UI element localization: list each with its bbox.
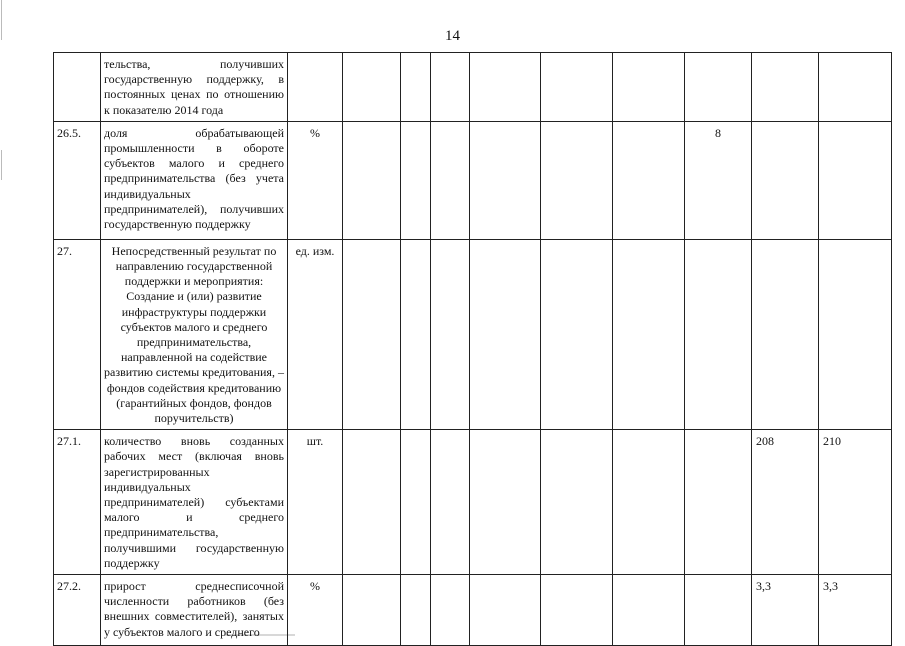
indicator-description: прирост среднесписочной численности работников (без внешних совместителей), занятых у субъектов малого и среднего: [104, 579, 284, 639]
scan-edge-mark: [1, 0, 2, 40]
row-number-cell: 27.: [54, 239, 101, 429]
indicator-description-cell: [101, 121, 288, 239]
value-cell: [343, 430, 401, 575]
unit-cell: шт.: [288, 430, 343, 575]
value-cell: [752, 53, 819, 122]
value-cell: [343, 121, 401, 239]
row-number-cell: [54, 53, 101, 122]
scan-edge-mark: [1, 150, 2, 180]
table-row: [54, 575, 892, 646]
value-cell: [401, 121, 431, 239]
value-cell: [752, 239, 819, 429]
unit-cell: [288, 53, 343, 122]
value-cell: [613, 239, 685, 429]
table-row: [54, 239, 892, 429]
value-cell: [431, 53, 470, 122]
value-cell: [685, 575, 752, 646]
value-cell: [431, 430, 470, 575]
value-cell: [401, 575, 431, 646]
value-cell: [470, 430, 541, 575]
value-cell: [401, 53, 431, 122]
row-number-cell: 27.1.: [54, 430, 101, 575]
indicator-description: количество вновь созданных рабочих мест (включая вновь зарегистрированных индивидуальных предпринимателей) субъектами малого и среднего предпринимательства, получившими государственную поддержку: [104, 434, 284, 570]
value-cell: [431, 575, 470, 646]
unit-cell: %: [288, 121, 343, 239]
value-cell: [819, 239, 892, 429]
value-cell: [431, 121, 470, 239]
table-row: [54, 430, 892, 575]
value-cell: 3,3: [752, 575, 819, 646]
value-cell: [613, 430, 685, 575]
indicator-description-cell: [101, 53, 288, 122]
value-cell: [752, 121, 819, 239]
value-cell: [470, 239, 541, 429]
indicator-description: доля обрабатывающей промышленности в обороте субъектов малого и среднего предпринимательства (без учета индивидуальных предпринимателей), получивших государственную поддержку: [104, 125, 284, 232]
value-cell: [470, 53, 541, 122]
indicator-description: Непосредственный результат по направлению государственной поддержки и мероприятия: Создание и (или) развитие инфраструктуры поддержки субъектов малого и среднего предпринимательства, направленной на содействие развитию системы кредитования, – фондов содействия кредитованию (гарантийных фондов, фондов поручительств): [104, 243, 284, 426]
value-cell: [685, 53, 752, 122]
indicator-description-cell: [101, 430, 288, 575]
value-cell: [613, 53, 685, 122]
value-cell: [343, 575, 401, 646]
indicator-description: тельства, получивших государственную поддержку, в постоянных ценах по отношению к показателю 2014 года: [104, 57, 284, 117]
value-cell: [470, 575, 541, 646]
row-number-cell: 27.2.: [54, 575, 101, 646]
value-cell: [685, 239, 752, 429]
indicator-description-cell: [101, 575, 288, 646]
indicator-description-cell: [101, 239, 288, 429]
value-cell: [613, 575, 685, 646]
table-row: [54, 121, 892, 239]
indicator-table: [53, 52, 892, 646]
value-cell: [541, 121, 613, 239]
value-cell: [685, 430, 752, 575]
value-cell: [541, 53, 613, 122]
unit-cell: %: [288, 575, 343, 646]
value-cell: [401, 430, 431, 575]
value-cell: [541, 575, 613, 646]
value-cell: [343, 53, 401, 122]
value-cell: 3,3: [819, 575, 892, 646]
page-number: 14: [445, 28, 460, 44]
value-cell: [613, 121, 685, 239]
table-body: [54, 53, 892, 646]
value-cell: [541, 239, 613, 429]
value-cell: 8: [685, 121, 752, 239]
value-cell: 208: [752, 430, 819, 575]
value-cell: [541, 430, 613, 575]
value-cell: [819, 53, 892, 122]
value-cell: [431, 239, 470, 429]
table-row: [54, 53, 892, 122]
value-cell: 210: [819, 430, 892, 575]
value-cell: [343, 239, 401, 429]
row-number-cell: 26.5.: [54, 121, 101, 239]
value-cell: [470, 121, 541, 239]
value-cell: [401, 239, 431, 429]
unit-cell: ед. изм.: [288, 239, 343, 429]
value-cell: [819, 121, 892, 239]
